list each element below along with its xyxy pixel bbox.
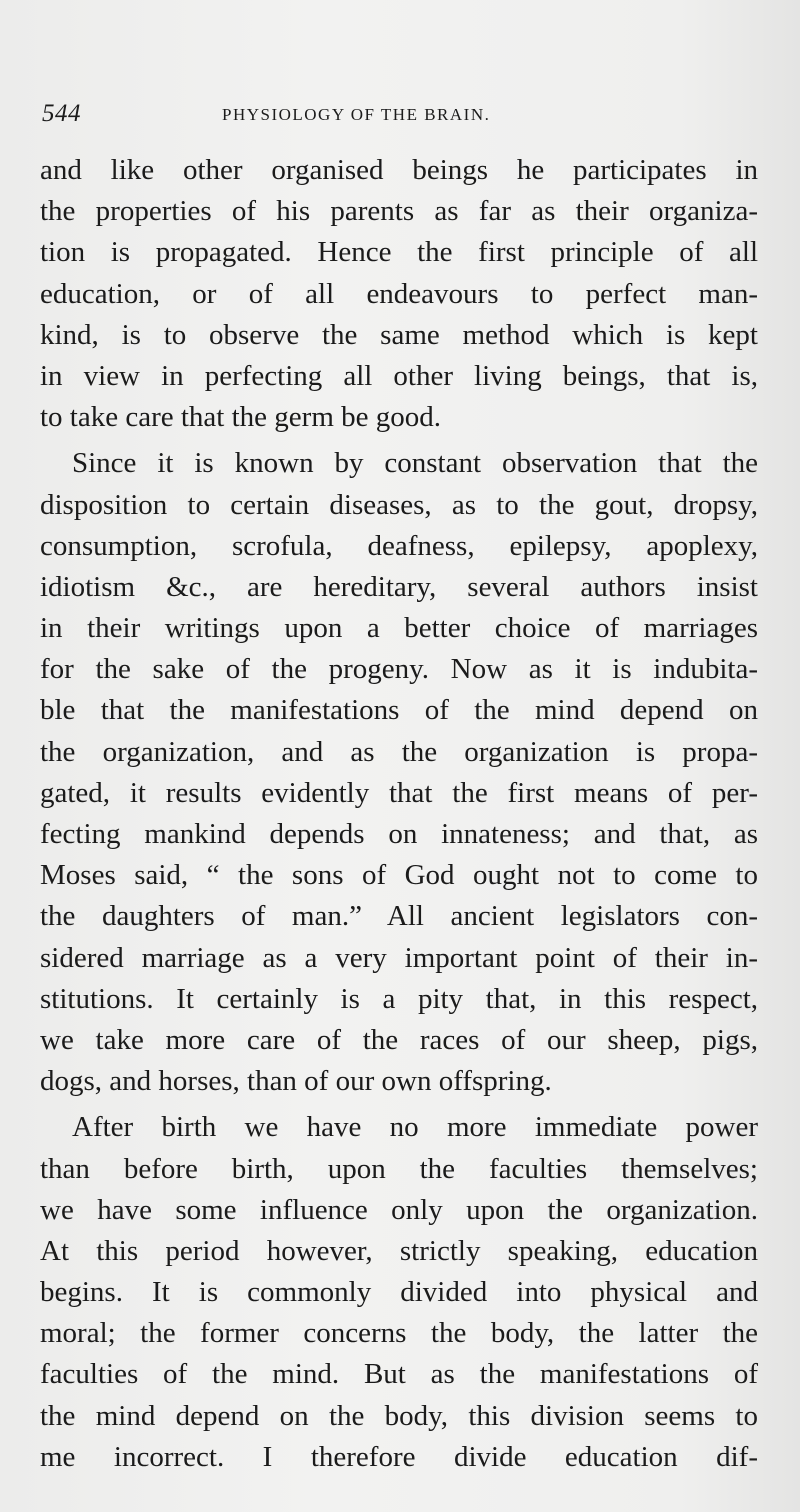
text-line: tion is propagated. Hence the first principle of all — [40, 236, 758, 269]
text-line: the organization, and as the organization is propa- — [40, 735, 758, 768]
body-text — [40, 150, 758, 1478]
text-line: we take more care of the races of our sheep, pigs, — [40, 1023, 758, 1056]
text-line: kind, is to observe the same method which is kept — [40, 318, 758, 351]
text-line: begins. It is commonly divided into physical and — [40, 1276, 758, 1309]
text-line: in view in perfecting all other living beings, that is, — [40, 359, 758, 392]
text-line: gated, it results evidently that the first means of per- — [40, 776, 758, 809]
text-line: moral; the former concerns the body, the latter the — [40, 1317, 758, 1350]
text-line: disposition to certain diseases, as to the gout, dropsy, — [40, 488, 758, 521]
text-line: the daughters of man.” All ancient legislators con- — [40, 900, 758, 933]
page-number: 544 — [42, 100, 81, 127]
text-line: me incorrect. I therefore divide education dif- — [40, 1440, 758, 1473]
text-line: the mind depend on the body, this division seems to — [40, 1399, 758, 1432]
text-line: consumption, scrofula, deafness, epilepsy, apoplexy, — [40, 529, 758, 562]
text-line: education, or of all endeavours to perfect man- — [40, 277, 758, 310]
text-line: fecting mankind depends on innateness; and that, as — [40, 818, 758, 850]
text-line: ble that the manifestations of the mind depend on — [40, 694, 758, 727]
text-line: Since it is known by constant observation that the — [72, 447, 758, 480]
text-line: dogs, and horses, than of our own offspring. — [40, 1065, 552, 1098]
text-line: At this period however, strictly speaking, education — [40, 1234, 758, 1267]
text-line: for the sake of the progeny. Now as it is indubita- — [40, 653, 758, 686]
text-line: we have some influence only upon the organization. — [40, 1193, 758, 1226]
text-line: to take care that the germ be good. — [40, 401, 442, 434]
text-line: Moses said, “ the sons of God ought not to come to — [40, 859, 758, 892]
text-line: than before birth, upon the faculties themselves; — [40, 1152, 758, 1185]
text-line: in their writings upon a better choice of marriages — [40, 612, 758, 645]
paragraph-2 — [40, 443, 758, 1102]
text-line: idiotism &c., are hereditary, several authors insist — [40, 570, 758, 603]
text-line: After birth we have no more immediate power — [72, 1111, 758, 1144]
paragraph-3 — [40, 1107, 758, 1478]
text-line: stitutions. It certainly is a pity that, in this respect, — [40, 982, 758, 1015]
paragraph-1 — [40, 150, 758, 438]
text-line: faculties of the mind. But as the manifestations of — [40, 1358, 758, 1391]
text-line: and like other organised beings he participates in — [40, 154, 758, 186]
text-line: the properties of his parents as far as their organiza- — [40, 195, 758, 228]
running-head — [40, 100, 760, 140]
text-line: sidered marriage as a very important point of their in- — [40, 941, 758, 974]
running-title: PHYSIOLOGY OF THE BRAIN. — [222, 105, 491, 124]
